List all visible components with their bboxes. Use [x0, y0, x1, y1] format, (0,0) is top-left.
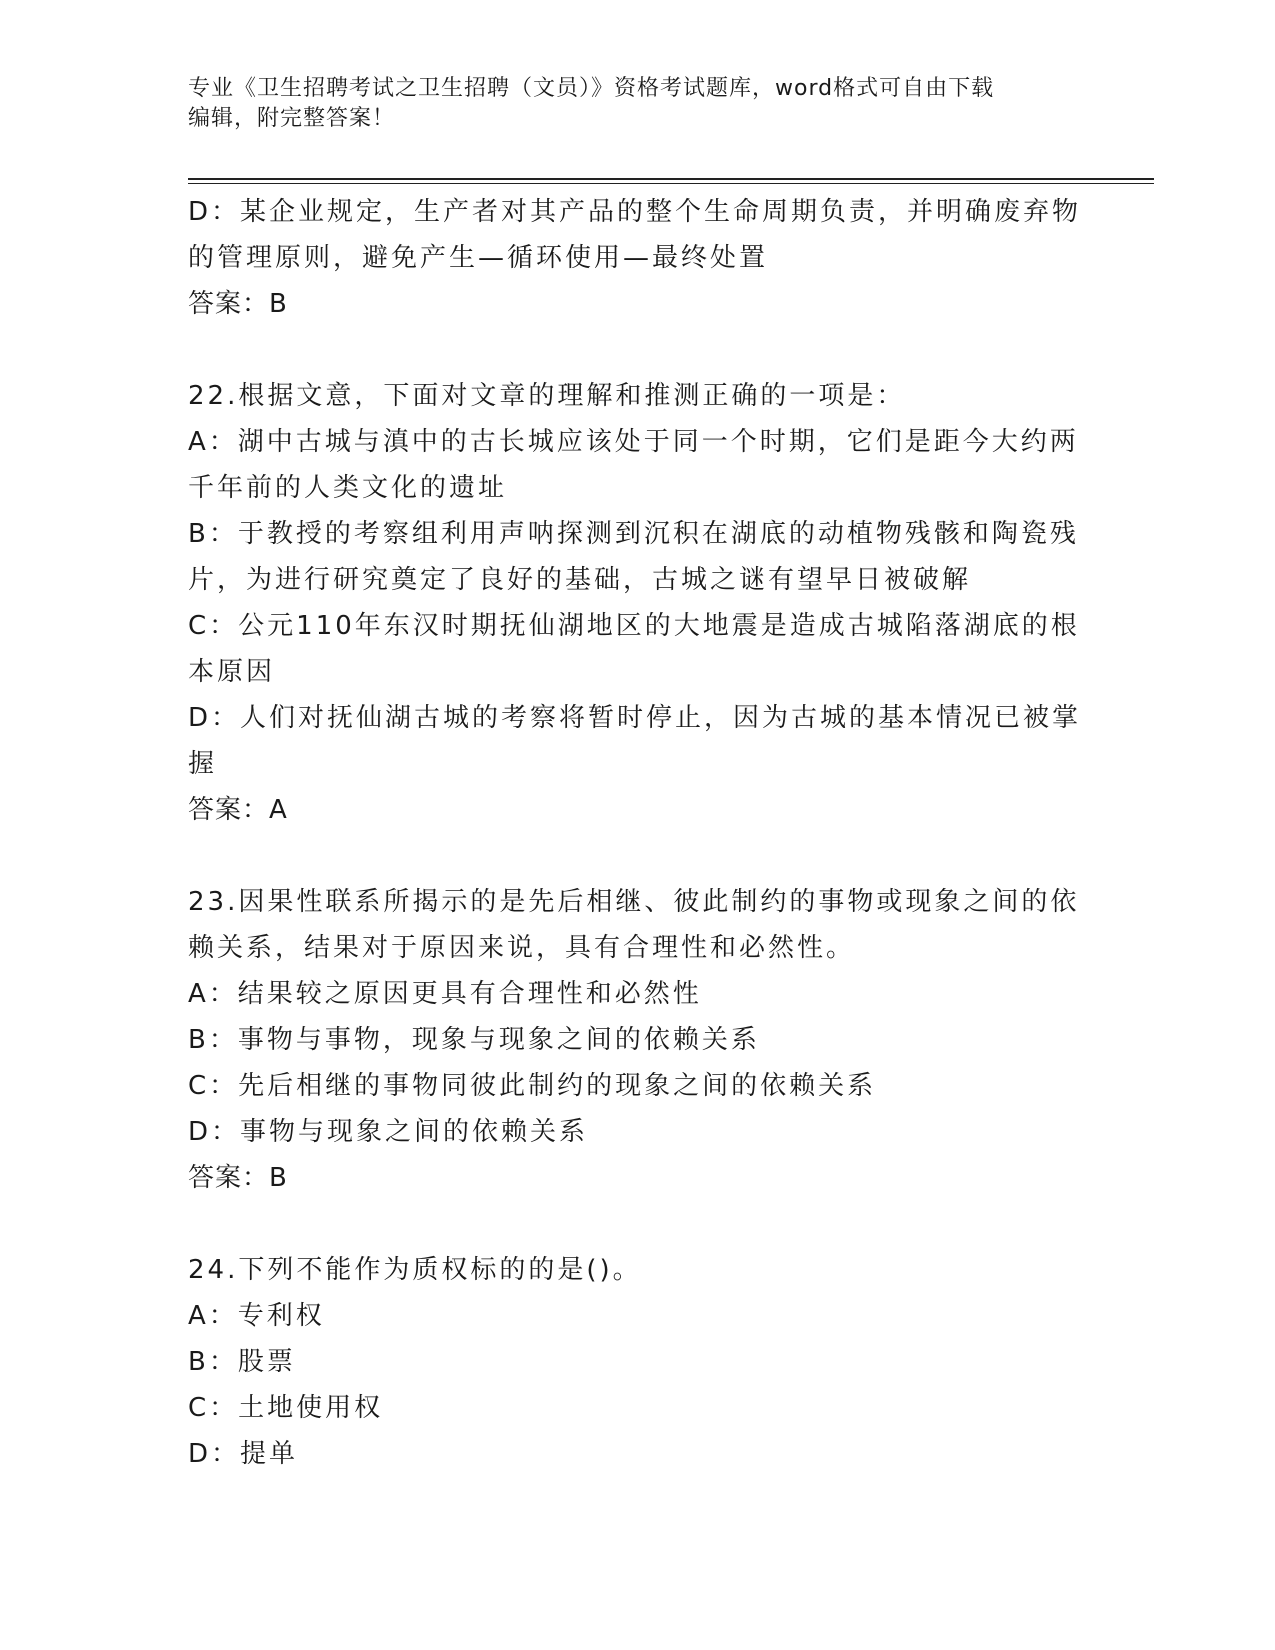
- header-line-1: 专业《卫生招聘考试之卫生招聘（文员）》资格考试题库，word格式可自由下载: [188, 76, 995, 101]
- header-rule-thin: [188, 183, 1154, 184]
- spacer: [188, 833, 1088, 879]
- q22-stem: 22.根据文意，下面对文章的理解和推测正确的一项是：: [188, 381, 906, 411]
- q24-option-d: D：提单: [188, 1439, 299, 1469]
- q22-option-a-line-1: A：湖中古城与滇中的古长城应该处于同一个时期，它们是距今大约两: [188, 427, 1079, 457]
- q23-option-c: C：先后相继的事物同彼此制约的现象之间的依赖关系: [188, 1071, 877, 1101]
- spacer: [188, 327, 1088, 373]
- q24-option-c: C：土地使用权: [188, 1393, 384, 1423]
- question-22: [188, 373, 1088, 833]
- q23-option-d: D：事物与现象之间的依赖关系: [188, 1117, 589, 1147]
- q22-option-c-line-1: C：公元110年东汉时期抚仙湖地区的大地震是造成古城陷落湖底的根: [188, 611, 1080, 641]
- q22-answer: 答案：A: [188, 795, 288, 825]
- q23-stem-line-2: 赖关系，结果对于原因来说，具有合理性和必然性。: [188, 933, 856, 963]
- spacer: [188, 1201, 1088, 1247]
- q22-option-c-line-2: 本原因: [188, 657, 276, 687]
- q21-answer: 答案：B: [188, 289, 288, 319]
- q23-answer: 答案：B: [188, 1163, 288, 1193]
- question-21-tail: [188, 189, 1088, 327]
- q21-option-d-line-2: 的管理原则，避免产生—循环使用—最终处置: [188, 243, 769, 273]
- question-23: [188, 879, 1088, 1201]
- q24-option-b: B：股票: [188, 1347, 296, 1377]
- q22-option-b-line-2: 片，为进行研究奠定了良好的基础，古城之谜有望早日被破解: [188, 565, 972, 595]
- q24-stem: 24.下列不能作为质权标的的是()。: [188, 1255, 642, 1285]
- q23-option-b: B：事物与事物，现象与现象之间的依赖关系: [188, 1025, 760, 1055]
- q23-option-a: A：结果较之原因更具有合理性和必然性: [188, 979, 702, 1009]
- q23-stem-line-1: 23.因果性联系所揭示的是先后相继、彼此制约的事物或现象之间的依: [188, 887, 1080, 917]
- header-rule-thick: [188, 178, 1154, 180]
- q22-option-d-line-1: D：人们对抚仙湖古城的考察将暂时停止，因为古城的基本情况已被掌: [188, 703, 1082, 733]
- q21-option-d-line-1: D：某企业规定，生产者对其产品的整个生命周期负责，并明确废弃物: [188, 197, 1082, 227]
- question-24: [188, 1247, 1088, 1477]
- question-content: [188, 189, 1088, 1477]
- document-header: [188, 74, 1068, 134]
- q22-option-b-line-1: B：于教授的考察组利用声呐探测到沉积在湖底的动植物残骸和陶瓷残: [188, 519, 1079, 549]
- q24-option-a: A：专利权: [188, 1301, 325, 1331]
- q22-option-a-line-2: 千年前的人类文化的遗址: [188, 473, 508, 503]
- q22-option-d-line-2: 握: [188, 749, 218, 779]
- header-line-2: 编辑，附完整答案！: [188, 106, 396, 131]
